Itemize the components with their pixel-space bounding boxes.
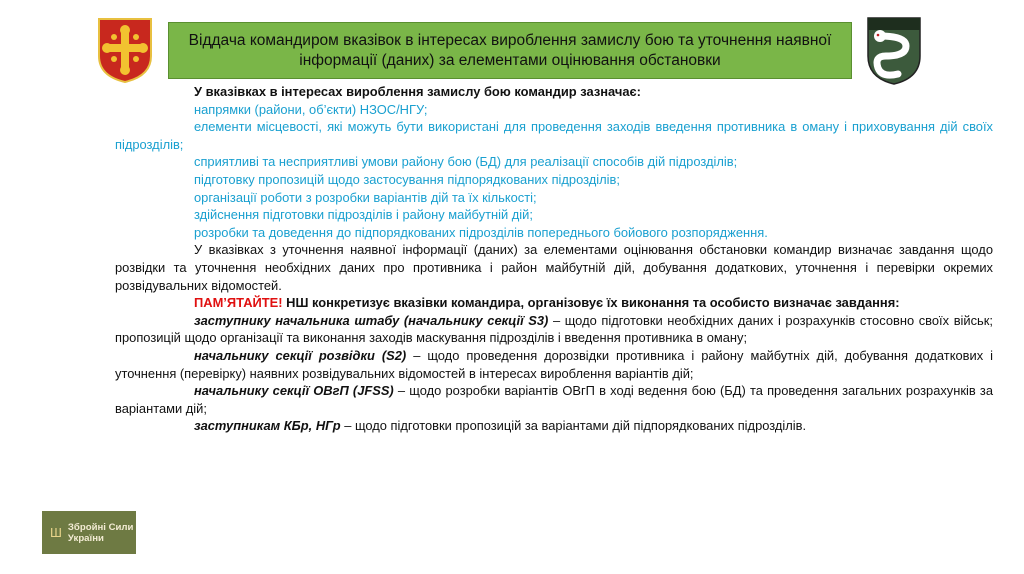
intro-heading: У вказівках в інтересах вироблення замислу бою командир зазначає: [194,84,641,99]
remember-text: НШ конкретизує вказівки командира, організовує їх виконання та особисто визначає завдання: [282,295,900,311]
task-description: – щодо проведення дорозвідки противника і району майбутніх дій, добування додаткових і уточнення (перевірку) наявних розвідувальних відомостей в інтересах вироблення варіантів дій; [115,347,993,381]
clarify-paragraph: У вказівках з уточнення наявної інформації (даних) за елементами оцінювання обстановки командир визначає завдання щодо розвідки та уточнення необхідних даних про противника і район майбутній дій, добування додаткових, уточнення і перевірки окремих розвідувальних відомостей. [115,242,993,293]
blue-item: напрямки (райони, об’єкти) НЗОС/НГУ; [194,101,428,117]
task-description: – щодо підготовки пропозицій за варіантами дій підпорядкованих підрозділів. [340,418,807,434]
logo-line-2: України [67,532,104,544]
task-item [115,417,993,435]
remember-label: ПАМ’ЯТАЙТЕ! [194,295,283,311]
task-description: – щодо розробки варіантів ОВгП в ході ведення бою (БД) та проведення загальних розрахунків за варіантами дій; [115,383,993,416]
blue-item: здійснення підготовки підрозділів і району майбутній дій; [194,207,533,223]
brigade-emblem-left [96,16,154,84]
blue-item: розробки та доведення до підпорядкованих підрозділів попереднього бойового розпорядження. [194,224,768,240]
task-item [115,312,993,347]
slide-title: Віддача командиром вказівок в інтересах вироблення замислу бою та уточнення наявної інформації (даних) за елементами оцінювання обстановки [168,22,852,79]
task-item [115,347,993,382]
blue-item: організації роботи з розробки варіантів дій та їх кількості; [194,189,537,205]
armed-forces-logo [42,511,136,554]
logo-line-1: Збройні Сили [67,521,134,533]
task-description: – щодо підготовки необхідних даних і розрахунків стосовно своїх військ; пропозицій щодо організації та виконання заходів маскування підрозділів і введення противника в оману; [115,312,993,346]
task-recipient: начальнику секції ОВгП (JFSS) [194,383,394,399]
task-item [115,382,993,417]
blue-item: сприятливі та несприятливі умови району бою (БД) для реалізації способів дій підрозділів; [194,154,738,170]
remember-paragraph [115,294,993,312]
armed-forces-label [68,522,134,544]
unit-emblem-right [866,16,922,86]
trident-icon: Ш [50,525,62,540]
blue-item: елементи місцевості, які можуть бути використані для проведення заходів введення противника в оману і приховування дій своїх підрозділів; [115,119,993,152]
task-recipient: начальнику секції розвідки (S2) [194,347,407,363]
slide-body [115,83,993,435]
blue-item: підготовку пропозицій щодо застосування підпорядкованих підрозділів; [194,171,620,187]
task-recipient: заступникам КБр, НГр [194,418,341,434]
task-recipient: заступнику начальника штабу (начальнику секції S3) [194,312,549,328]
